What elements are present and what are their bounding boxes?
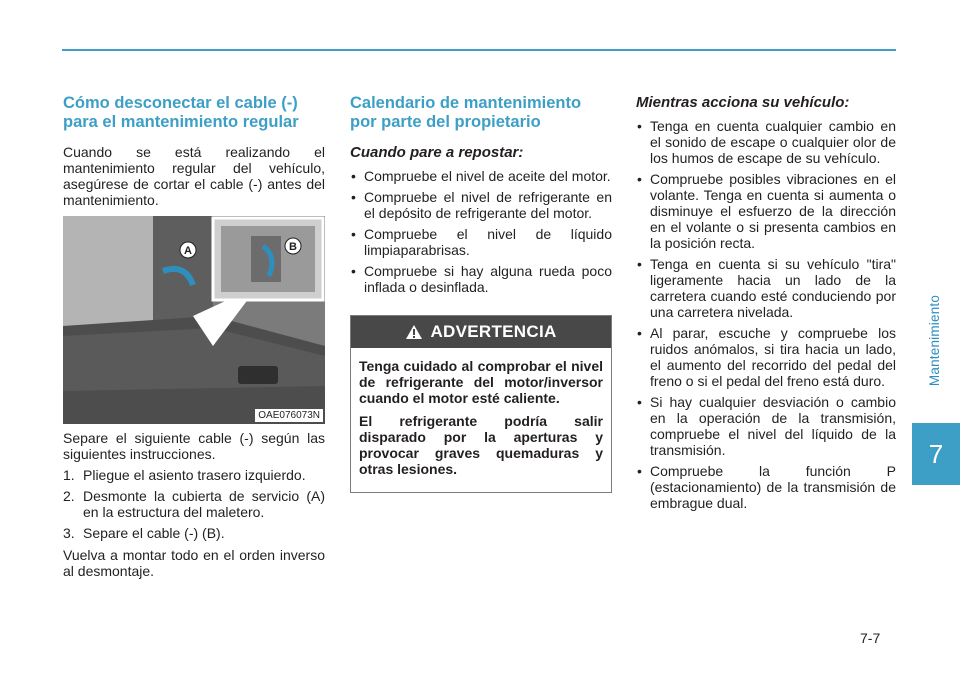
section-label-text: Mantenimiento <box>927 294 943 386</box>
disconnect-steps <box>63 467 325 541</box>
disconnect-lead: Separe el siguiente cable (-) según las siguientes instrucciones. <box>63 430 325 462</box>
list-item: • Al parar, escuche y compruebe los ruidos anómalos, si tira hacia un lado, el aumento del recorrido del pedal del freno o si el pedal del freno está duro. <box>636 325 896 389</box>
list-item: • Compruebe el nivel de aceite del motor. <box>350 168 612 184</box>
warning-paragraph: Tenga cuidado al comprobar el nivel de refrigerante del motor/inversor cuando el motor esté caliente. <box>359 358 603 406</box>
list-item: • Tenga en cuenta si su vehículo "tira" ligeramente hacia un lado de la carretera cuando esté conduciendo por una carretera nivelada. <box>636 256 896 320</box>
column-3 <box>636 94 896 519</box>
list-item: • Compruebe si hay alguna rueda poco inflada o desinflada. <box>350 263 612 295</box>
list-item: • Compruebe el nivel de refrigerante en el depósito de refrigerante del motor. <box>350 189 612 221</box>
step-item: 2. Desmonte la cubierta de servicio (A) en la estructura del maletero. <box>63 488 325 520</box>
column-2 <box>350 94 612 493</box>
driving-subheading: Mientras acciona su vehículo: <box>636 94 850 111</box>
step-item: 3. Separe el cable (-) (B). <box>63 525 225 541</box>
warning-paragraph: El refrigerante podría salir disparado por la aperturas y provocar graves quemaduras y otras lesiones. <box>359 413 603 477</box>
owner-schedule-heading: Calendario de mantenimiento por parte del propietario <box>350 94 582 131</box>
warning-body <box>351 348 611 492</box>
figure-code: OAE076073N <box>255 409 323 422</box>
disconnect-cable-heading: Cómo desconectar el cable (-) para el mantenimiento regular <box>63 94 299 131</box>
list-item: • Compruebe la función P (estacionamiento) de la transmisión de embrague dual. <box>636 463 896 511</box>
header-rule <box>62 49 896 51</box>
section-side-label <box>920 250 950 430</box>
warning-box <box>350 315 612 493</box>
figure-label-a: A <box>184 245 192 257</box>
driving-checklist <box>636 118 896 511</box>
list-item: • Tenga en cuenta cualquier cambio en el sonido de escape o cualquier olor de los humos de escape de su vehículo. <box>636 118 896 166</box>
chapter-tab: 7 <box>912 423 960 485</box>
warning-triangle-icon <box>405 324 423 340</box>
trunk-service-cover-figure <box>63 216 325 424</box>
disconnect-intro: Cuando se está realizando el mantenimiento regular del vehículo, asegúrese de cortar el cable (-) antes del mantenimiento. <box>63 144 325 208</box>
page-number: 7-7 <box>860 630 881 646</box>
list-item: • Compruebe posibles vibraciones en el volante. Tenga en cuenta si aumenta o disminuye el esfuerzo de la dirección en el volante o si presenta cambios en la posición recta. <box>636 171 896 251</box>
warning-title: ADVERTENCIA <box>430 322 557 341</box>
list-item: • Si hay cualquier desviación o cambio en la operación de la transmisión, compruebe el nivel del líquido de la transmisión. <box>636 394 896 458</box>
warning-header <box>351 316 611 348</box>
refuel-subheading: Cuando pare a repostar: <box>350 144 524 161</box>
step-item: 1. Pliegue el asiento trasero izquierdo. <box>63 467 306 483</box>
list-item: • Compruebe el nivel de líquido limpiaparabrisas. <box>350 226 612 258</box>
column-1 <box>63 94 325 584</box>
figure-label-b: B <box>289 241 297 253</box>
disconnect-closing: Vuelva a montar todo en el orden inverso al desmontaje. <box>63 547 325 579</box>
refuel-checklist <box>350 168 612 295</box>
